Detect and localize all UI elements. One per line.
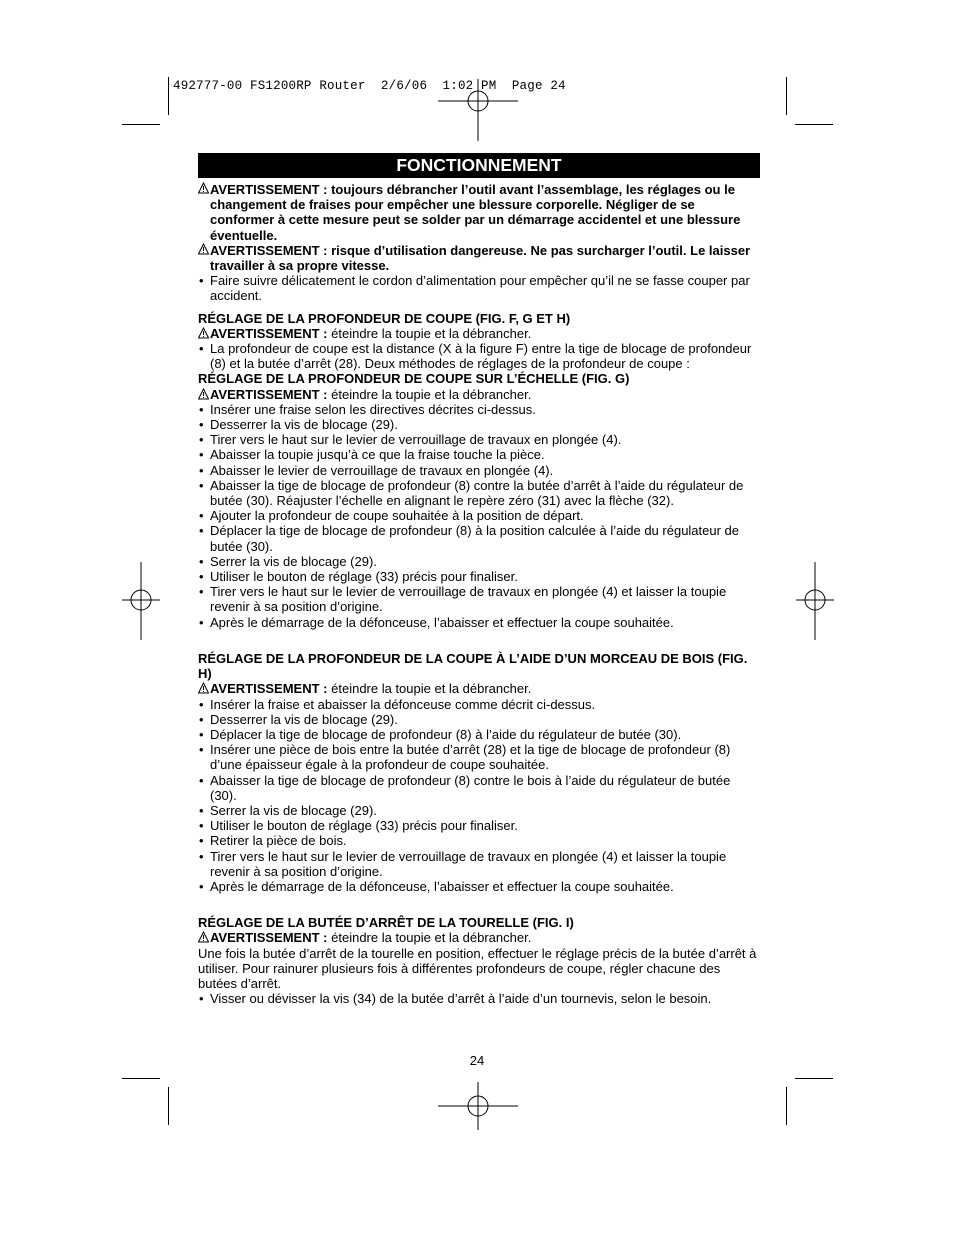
warning-triangle-icon bbox=[198, 327, 209, 339]
page-content bbox=[198, 153, 760, 1006]
section-banner: FONCTIONNEMENT bbox=[198, 153, 760, 178]
bullet-list-section4 bbox=[198, 991, 760, 1006]
warning-text: éteindre la toupie et la débrancher. bbox=[331, 681, 532, 697]
warning-text: éteindre la toupie et la débrancher. bbox=[331, 325, 532, 341]
bullet-list-section1 bbox=[198, 341, 760, 371]
crop-mark-tl-h bbox=[122, 124, 160, 125]
crop-mark-br-h bbox=[795, 1078, 833, 1079]
section-heading: RÉGLAGE DE LA PROFONDEUR DE LA COUPE À L’AIDE D’UN MORCEAU DE BOIS (FIG. H) bbox=[198, 650, 748, 682]
section-heading: RÉGLAGE DE LA BUTÉE D’ARRÊT DE LA TOURELLE (FIG. I) bbox=[198, 915, 574, 931]
crop-mark-bl-v bbox=[168, 1087, 169, 1125]
warning-label: AVERTISSEMENT : bbox=[210, 325, 328, 341]
list-item: • Tirer vers le haut sur le levier de verrouillage de travaux en plongée (4). bbox=[199, 432, 622, 448]
list-item: • Utiliser le bouton de réglage (33) précis pour finaliser. bbox=[199, 818, 518, 834]
warning-text: éteindre la toupie et la débrancher. bbox=[331, 386, 532, 402]
list-item: • Desserrer la vis de blocage (29). bbox=[199, 417, 398, 433]
list-item: • Tirer vers le haut sur le levier de verrouillage de travaux en plongée (4) et laisser la toupie revenir à sa position d’origine. bbox=[199, 848, 727, 879]
section-heading: RÉGLAGE DE LA PROFONDEUR DE COUPE SUR L’ÉCHELLE (FIG. G) bbox=[198, 371, 630, 387]
page-number: 24 bbox=[469, 1053, 485, 1068]
list-item: • Déplacer la tige de blocage de profondeur (8) à la position calculée à l’aide du régulateur de butée (30). bbox=[199, 523, 740, 554]
list-item: • Serrer la vis de blocage (29). bbox=[199, 553, 377, 569]
list-item: • Insérer une fraise selon les directives décrites ci-dessus. bbox=[199, 401, 536, 417]
warning-text: AVERTISSEMENT : risque d’utilisation dangereuse. Ne pas surcharger l’outil. Le laisser travailler à sa propre vitesse. bbox=[210, 242, 751, 274]
crop-mark-tr-h bbox=[795, 124, 833, 125]
list-item: • Abaisser la tige de blocage de profondeur (8) contre la butée d’arrêt à l’aide du régulateur de butée (30). Réajuster l’échelle en alignant le repère zéro (31) avec la flèche (32). bbox=[199, 477, 744, 509]
warning-block-1 bbox=[198, 182, 760, 243]
list-item: • Desserrer la vis de blocage (29). bbox=[199, 711, 398, 727]
crop-mark-tr-v bbox=[786, 77, 787, 115]
list-item: • Retirer la pièce de bois. bbox=[199, 833, 347, 849]
registration-mark-bottom bbox=[436, 1082, 520, 1130]
warning-triangle-icon bbox=[198, 182, 209, 194]
list-item: • Après le démarrage de la défonceuse, l’abaisser et effectuer la coupe souhaitée. bbox=[199, 614, 674, 630]
bullet-list-cord bbox=[198, 273, 760, 303]
warning-label: AVERTISSEMENT : bbox=[210, 930, 328, 946]
bullet-list-section3 bbox=[198, 697, 760, 895]
list-item: • Faire suivre délicatement le cordon d’alimentation pour empêcher qu’il ne se fasse couper par accident. bbox=[199, 273, 750, 304]
warning-triangle-icon bbox=[198, 243, 209, 255]
warning-triangle-icon bbox=[198, 388, 209, 400]
warning-line bbox=[198, 326, 760, 341]
list-item: • Abaisser la tige de blocage de profondeur (8) contre le bois à l’aide du régulateur de butée (30). bbox=[199, 772, 731, 803]
warning-line bbox=[198, 387, 760, 402]
list-item: • Utiliser le bouton de réglage (33) précis pour finaliser. bbox=[199, 569, 518, 585]
crop-mark-br-v bbox=[786, 1087, 787, 1125]
list-item: • Après le démarrage de la défonceuse, l’abaisser et effectuer la coupe souhaitée. bbox=[199, 878, 674, 894]
section-paragraph: Une fois la butée d’arrêt de la tourelle en position, effectuer le réglage précis de la butée d’arrêt à utiliser. Pour rainurer plusieurs fois à différentes profondeurs de coupe, régler chacune des butées d’arrêt. bbox=[198, 945, 757, 991]
bullet-list-section2 bbox=[198, 402, 760, 630]
list-item: • Abaisser la toupie jusqu’à ce que la fraise touche la pièce. bbox=[199, 447, 545, 463]
warning-block-2 bbox=[198, 243, 760, 273]
section-heading: RÉGLAGE DE LA PROFONDEUR DE COUPE (FIG. F, G ET H) bbox=[198, 310, 571, 326]
warning-line bbox=[198, 681, 760, 696]
list-item: • La profondeur de coupe est la distance (X à la figure F) entre la tige de blocage de profondeur (8) et la butée d’arrêt (28). Deux méthodes de réglages de la profondeur de coupe : bbox=[199, 341, 752, 372]
warning-text: AVERTISSEMENT : toujours débrancher l’outil avant l’assemblage, les réglages ou le changement de fraises pour empêcher une blessure corporelle. Négliger de se conformer à cette mesure peut se solder par un démarrage accidentel et une blessure éventuelle. bbox=[210, 182, 741, 243]
list-item: • Tirer vers le haut sur le levier de verrouillage de travaux en plongée (4) et laisser la toupie revenir à sa position d’origine. bbox=[199, 584, 727, 615]
warning-triangle-icon bbox=[198, 931, 209, 943]
warning-label: AVERTISSEMENT : bbox=[210, 386, 328, 402]
print-slug-line: 492777-00 FS1200RP Router 2/6/06 1:02 PM Page 24 bbox=[173, 79, 566, 93]
warning-label: AVERTISSEMENT : bbox=[210, 681, 328, 697]
list-item: • Abaisser le levier de verrouillage de travaux en plongée (4). bbox=[199, 462, 554, 478]
list-item: • Insérer la fraise et abaisser la défonceuse comme décrit ci-dessus. bbox=[199, 696, 596, 712]
registration-mark-top bbox=[436, 79, 520, 141]
crop-mark-tl-v bbox=[168, 77, 169, 115]
list-item: • Ajouter la profondeur de coupe souhaitée à la position de départ. bbox=[199, 508, 584, 524]
warning-text: éteindre la toupie et la débrancher. bbox=[331, 930, 532, 946]
registration-mark-right bbox=[794, 562, 836, 640]
list-item: • Visser ou dévisser la vis (34) de la butée d’arrêt à l’aide d’un tournevis, selon le besoin. bbox=[199, 991, 712, 1007]
list-item: • Insérer une pièce de bois entre la butée d’arrêt (28) et la tige de blocage de profondeur (8) d’une épaisseur égale à la profondeur de coupe souhaitée. bbox=[199, 742, 731, 773]
list-item: • Déplacer la tige de blocage de profondeur (8) à l’aide du régulateur de butée (30). bbox=[199, 726, 682, 742]
bullet-dot: • bbox=[199, 273, 204, 289]
registration-mark-left bbox=[120, 562, 162, 640]
warning-line bbox=[198, 930, 760, 945]
warning-triangle-icon bbox=[198, 682, 209, 694]
list-item: • Serrer la vis de blocage (29). bbox=[199, 802, 377, 818]
crop-mark-bl-h bbox=[122, 1078, 160, 1079]
